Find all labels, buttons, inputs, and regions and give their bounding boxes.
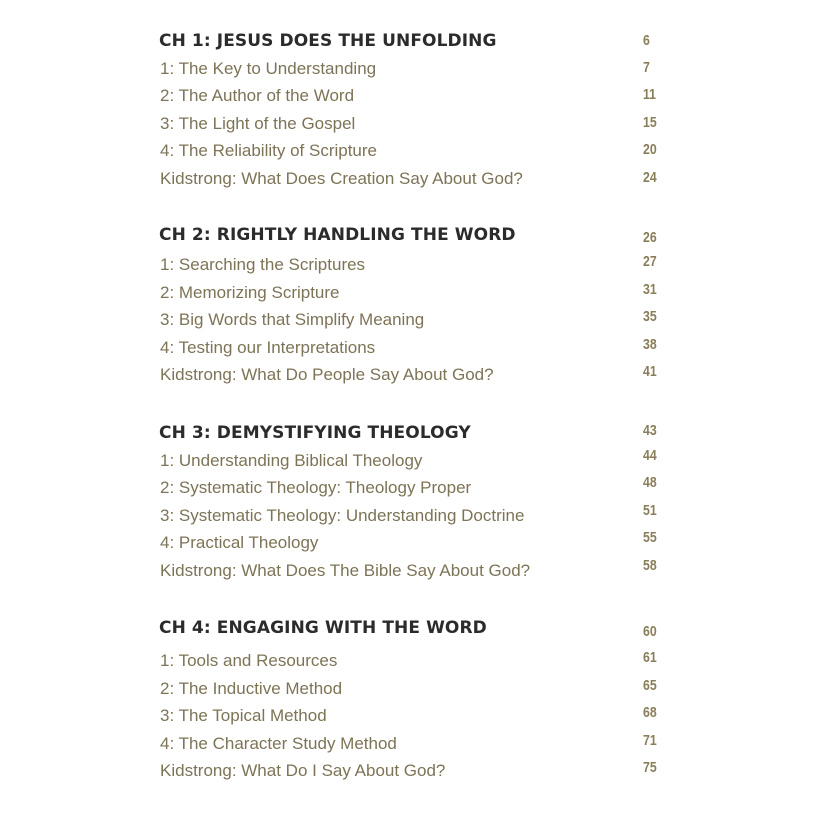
toc-entry-label: 2: The Author of the Word [160, 86, 355, 106]
toc-entry-kidstrong[interactable] [0, 365, 814, 393]
toc-entry-label: Kidstrong: What Do I Say About God? [160, 761, 446, 781]
toc-entry-page-number: 48 [643, 474, 657, 492]
toc-entry[interactable] [0, 501, 814, 534]
toc-entry-page-number: 20 [643, 141, 657, 159]
chapter-3 [0, 423, 814, 589]
toc-entry-label: Kidstrong: What Does Creation Say About God? [160, 168, 523, 188]
toc-entry-page-number: 68 [643, 704, 657, 722]
toc-entry[interactable] [0, 114, 814, 142]
chapter-1 [0, 31, 814, 197]
toc-entry-label: 4: The Reliability of Scripture [160, 141, 378, 161]
toc-entry[interactable] [0, 310, 814, 338]
chapter-title: CH 4: ENGAGING WITH THE WORD [159, 618, 487, 638]
toc-entry-page-number: 58 [643, 556, 657, 574]
toc-entry[interactable] [0, 59, 814, 87]
toc-entry-page-number: 61 [643, 649, 657, 666]
chapter-heading-row [0, 423, 814, 451]
toc-entry-page-number: 7 [643, 58, 650, 76]
chapter-4 [0, 618, 814, 789]
chapter-heading-row [0, 618, 814, 651]
toc-entry-page-number: 71 [643, 731, 657, 749]
toc-entry-label: 2: Memorizing Scripture [160, 282, 340, 302]
toc-entry-label: 1: Tools and Resources [160, 651, 338, 670]
toc-entry-label: 1: Searching the Scriptures [160, 255, 366, 274]
toc-entry-label: 2: The Inductive Method [160, 678, 343, 698]
toc-entry-page-number: 11 [643, 86, 657, 104]
toc-entry[interactable] [0, 280, 814, 311]
chapter-title: CH 3: DEMYSTIFYING THEOLOGY [159, 423, 471, 443]
chapter-page-number: 6 [643, 32, 650, 49]
toc-entry-page-number: 24 [643, 168, 657, 186]
toc-entry-page-number: 65 [643, 676, 657, 694]
toc-entry-label: 2: Systematic Theology: Theology Proper [160, 478, 472, 498]
toc-entry-label: 3: The Light of the Gospel [160, 113, 356, 133]
toc-entry-kidstrong[interactable] [0, 556, 814, 589]
toc-entry-kidstrong[interactable] [0, 169, 814, 197]
toc-entry[interactable] [0, 529, 814, 561]
toc-entry-label: 4: Practical Theology [160, 533, 319, 553]
toc-entry-label: 3: Systematic Theology: Understanding Doctrine [160, 505, 525, 525]
toc-entry[interactable] [0, 86, 814, 114]
toc-entry[interactable] [0, 335, 814, 366]
toc-entry[interactable] [0, 446, 814, 479]
toc-entry-page-number: 15 [643, 113, 657, 131]
toc-entry[interactable] [0, 141, 814, 169]
chapter-heading-row [0, 225, 814, 255]
chapter-title: CH 1: JESUS DOES THE UNFOLDING [159, 31, 497, 51]
chapter-heading-row [0, 31, 814, 59]
chapter-2 [0, 225, 814, 393]
toc-entry-label: 3: Big Words that Simplify Meaning [160, 310, 425, 330]
toc-entry[interactable] [0, 255, 814, 283]
toc-entry[interactable] [0, 731, 814, 762]
toc-entry-page-number: 55 [643, 529, 657, 547]
toc-entry-page-number: 27 [643, 253, 657, 270]
toc-entry-page-number: 31 [643, 280, 657, 298]
toc-entry[interactable] [0, 676, 814, 707]
toc-entry-kidstrong[interactable] [0, 761, 814, 789]
toc-entry-label: 4: Testing our Interpretations [160, 337, 376, 357]
toc-entry-page-number: 75 [643, 759, 657, 777]
toc-entry-page-number: 41 [643, 363, 657, 381]
toc-entry-page-number: 51 [643, 501, 657, 519]
toc-entry-label: Kidstrong: What Does The Bible Say About God? [160, 560, 531, 580]
toc-entry[interactable] [0, 474, 814, 506]
chapter-title: CH 2: RIGHTLY HANDLING THE WORD [159, 225, 516, 245]
toc-entry[interactable] [0, 706, 814, 734]
toc-entry-label: 4: The Character Study Method [160, 733, 397, 753]
chapter-page-number: 43 [643, 422, 657, 439]
toc-entry-page-number: 44 [643, 446, 657, 464]
toc-entry-page-number: 35 [643, 308, 657, 326]
toc-entry-label: Kidstrong: What Do People Say About God? [160, 365, 494, 385]
chapter-page-number: 60 [643, 623, 657, 640]
chapter-page-number: 26 [643, 229, 657, 246]
toc-entry-label: 1: Understanding Biblical Theology [160, 450, 423, 470]
toc-entry-page-number: 38 [643, 335, 657, 353]
toc-entry-label: 3: The Topical Method [160, 706, 327, 726]
toc-entry[interactable] [0, 651, 814, 679]
toc-entry-label: 1: The Key to Understanding [160, 58, 377, 78]
